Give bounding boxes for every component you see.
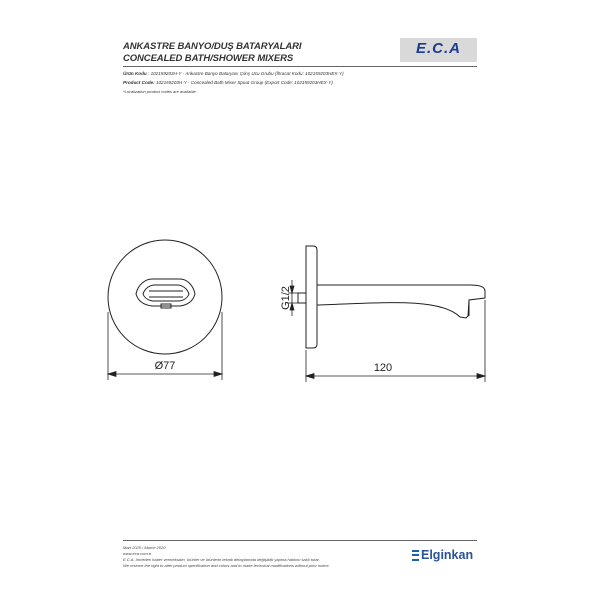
footer-note-turkish: E.C.A. önceden haber vermeksizin, ürünler ve ürünlerin teknik detaylarında değişiklik yapma hakkını saklı tutar. (123, 557, 320, 562)
localization-note: *Localization product codes are available. (123, 89, 197, 94)
spout-outlet-lines (149, 291, 183, 297)
elginkan-name: Elginkan (421, 548, 474, 562)
spout-outlet-inner (143, 285, 189, 301)
elginkan-mark-icon (412, 550, 419, 561)
diameter-label: Ø77 (154, 360, 176, 372)
diameter-arrow-right (214, 372, 222, 377)
thread-label: G1/2 (280, 286, 292, 310)
length-arrow-left (306, 374, 314, 379)
footer-date: Mart 2020 / March 2020 (123, 545, 166, 550)
elginkan-logo (412, 548, 473, 562)
length-label: 120 (373, 362, 393, 374)
wall-plate (306, 246, 317, 348)
spout-body (317, 285, 485, 318)
product-code-english-label: Product Code: (123, 80, 155, 85)
footer-divider (123, 540, 477, 541)
length-dimension (306, 300, 485, 382)
title-turkish: ANKASTRE BANYO/DUŞ BATARYALARI (123, 41, 302, 52)
product-code-turkish-text: : 102159203H-Y - Ankastre Banyo Bataryası Çıkış Ucu Grubu (İhracat Kodu: 102159203HEX-Y) (148, 71, 344, 76)
footer-note-english: We reserve the right to alter product specification and colors and to make technical modifications without prior notice. (123, 563, 330, 568)
footer-website: www.eca.com.tr (123, 551, 152, 556)
eca-logo-text: E.C.A (415, 40, 461, 57)
product-code-turkish-label: Ürün Kodu (123, 71, 147, 76)
spout-outlet-outline (136, 279, 195, 306)
product-code-english-text: 102159203H-Y - Concealed Bath Mixer Spout Group (Export Code: 102159203HEX-Y) (155, 80, 333, 85)
thread-connector (298, 293, 306, 303)
title-english: CONCEALED BATH/SHOWER MIXERS (123, 53, 294, 64)
side-view (298, 246, 485, 348)
length-arrow-right (477, 374, 485, 379)
diameter-arrow-left (108, 372, 116, 377)
front-view (108, 240, 222, 354)
